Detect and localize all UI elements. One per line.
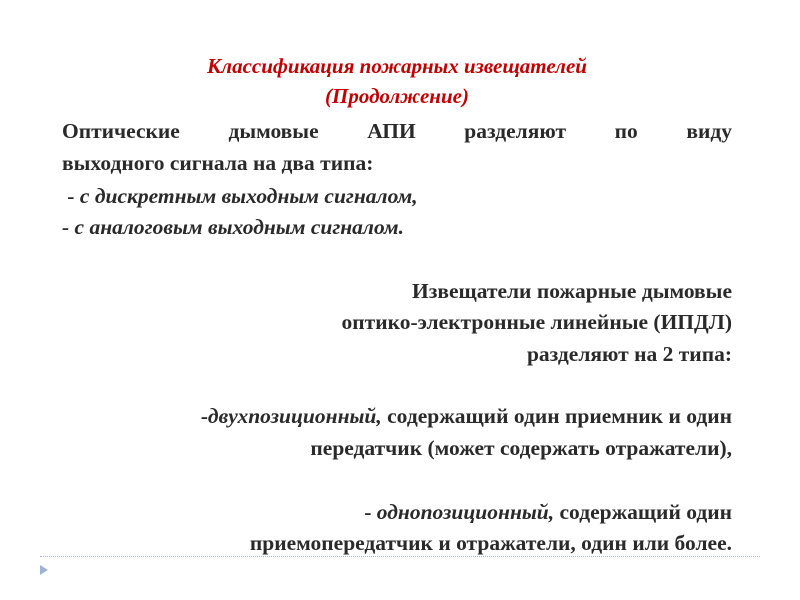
type2-prefix: - — [364, 500, 377, 524]
slide-title: Классификация пожарных извещателей — [207, 54, 587, 78]
para2-line3: разделяют на 2 типа: — [526, 342, 732, 366]
para1-line2: выходного сигнала на два типа: — [62, 151, 374, 175]
list-item-discrete: - с дискретным выходным сигналом, — [62, 184, 418, 208]
type2-rest: содержащий один — [554, 500, 732, 524]
type1-line1 — [62, 400, 732, 432]
type1-line2: передатчик (может содержать отражатели), — [310, 436, 732, 460]
slide-subtitle: (Продолжение) — [325, 84, 469, 108]
type1-prefix: - — [200, 404, 208, 428]
type2-line1 — [62, 496, 732, 528]
type1-name: двухпозиционный, — [207, 404, 382, 428]
triangle-bullet-icon — [40, 565, 48, 575]
type2-name: однопозиционный, — [376, 500, 555, 524]
type2-line2: приемопередатчик и отражатели, один или более. — [249, 531, 732, 555]
list-item-analog: - с аналоговым выходным сигналом. — [62, 215, 405, 239]
para2-line1: Извещатели пожарные дымовые — [412, 279, 732, 303]
para2-line2: оптико-электронные линейные (ИПДЛ) — [341, 310, 732, 334]
para1-line1: Оптические дымовые АПИ разделяют по виду — [62, 119, 732, 143]
footer-divider — [40, 556, 760, 557]
type1-rest: содержащий один приемник и один — [381, 404, 732, 428]
